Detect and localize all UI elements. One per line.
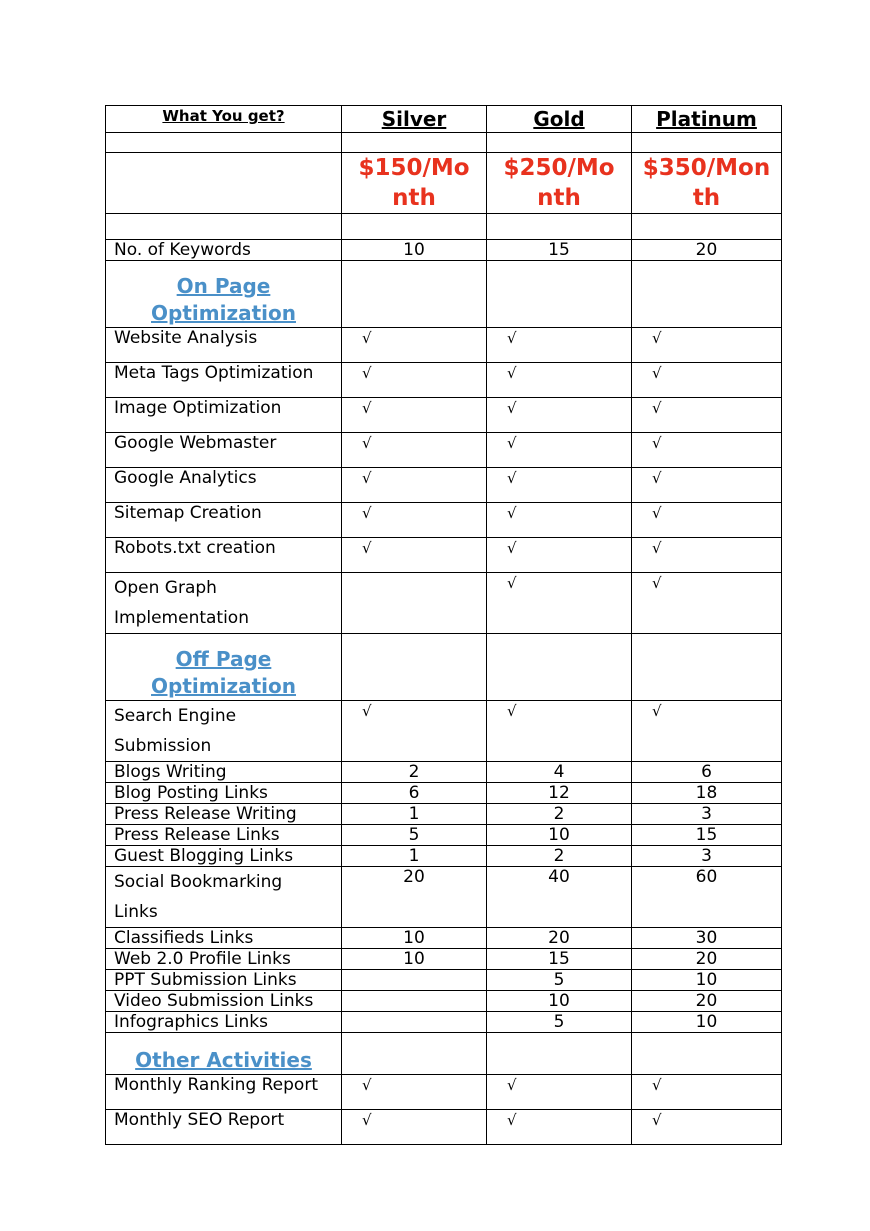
check-mark-icon: √ bbox=[507, 574, 517, 592]
value-cell-gold: 15 bbox=[487, 949, 632, 970]
check-cell-silver bbox=[342, 398, 487, 433]
check-cell-gold bbox=[487, 398, 632, 433]
row-label: Video Submission Links bbox=[106, 991, 342, 1012]
value-cell-gold: 40 bbox=[487, 867, 632, 928]
value-cell-silver: 10 bbox=[342, 949, 487, 970]
value-cell-platinum: 20 bbox=[632, 991, 782, 1012]
value-cell-silver bbox=[342, 991, 487, 1012]
table-row bbox=[106, 1110, 782, 1145]
row-label: Sitemap Creation bbox=[106, 503, 342, 538]
check-cell-platinum bbox=[632, 468, 782, 503]
check-mark-icon: √ bbox=[652, 1111, 662, 1129]
table-row bbox=[106, 928, 782, 949]
value-cell-gold: 2 bbox=[487, 804, 632, 825]
check-cell-gold bbox=[487, 1110, 632, 1145]
row-label: Web 2.0 Profile Links bbox=[106, 949, 342, 970]
table-row bbox=[106, 363, 782, 398]
row-label: Press Release Writing bbox=[106, 804, 342, 825]
check-cell-silver bbox=[342, 573, 487, 634]
table-title: What You get? bbox=[106, 106, 342, 133]
check-cell-gold bbox=[487, 363, 632, 398]
value-cell-silver bbox=[342, 970, 487, 991]
value-cell-silver: 1 bbox=[342, 804, 487, 825]
spacer-row bbox=[106, 133, 782, 153]
value-cell-silver: 6 bbox=[342, 783, 487, 804]
check-cell-silver bbox=[342, 503, 487, 538]
keywords-silver: 10 bbox=[342, 240, 487, 261]
check-cell-platinum bbox=[632, 1110, 782, 1145]
table-row bbox=[106, 970, 782, 991]
table-row bbox=[106, 573, 782, 634]
value-cell-platinum: 10 bbox=[632, 1012, 782, 1033]
check-cell-platinum bbox=[632, 701, 782, 762]
check-cell-gold bbox=[487, 328, 632, 363]
check-mark-icon: √ bbox=[507, 539, 517, 557]
table-row bbox=[106, 701, 782, 762]
check-cell-silver bbox=[342, 1110, 487, 1145]
row-label: Robots.txt creation bbox=[106, 538, 342, 573]
row-label: Classifieds Links bbox=[106, 928, 342, 949]
check-mark-icon: √ bbox=[507, 504, 517, 522]
check-cell-platinum bbox=[632, 538, 782, 573]
row-label: PPT Submission Links bbox=[106, 970, 342, 991]
row-label: Meta Tags Optimization bbox=[106, 363, 342, 398]
check-cell-platinum bbox=[632, 573, 782, 634]
table-row bbox=[106, 867, 782, 928]
check-mark-icon: √ bbox=[507, 399, 517, 417]
check-mark-icon: √ bbox=[507, 702, 517, 720]
check-mark-icon: √ bbox=[362, 399, 372, 417]
check-cell-platinum bbox=[632, 398, 782, 433]
row-label: Website Analysis bbox=[106, 328, 342, 363]
check-mark-icon: √ bbox=[652, 364, 662, 382]
plan-name-gold: Gold bbox=[487, 106, 632, 133]
check-mark-icon: √ bbox=[507, 1111, 517, 1129]
check-cell-gold bbox=[487, 1075, 632, 1110]
row-label: Blogs Writing bbox=[106, 762, 342, 783]
check-cell-platinum bbox=[632, 328, 782, 363]
row-label: Blog Posting Links bbox=[106, 783, 342, 804]
table-row bbox=[106, 1075, 782, 1110]
keywords-label: No. of Keywords bbox=[106, 240, 342, 261]
value-cell-silver: 5 bbox=[342, 825, 487, 846]
table-row bbox=[106, 1012, 782, 1033]
check-cell-silver bbox=[342, 468, 487, 503]
value-cell-gold: 12 bbox=[487, 783, 632, 804]
check-mark-icon: √ bbox=[652, 434, 662, 452]
row-label: Google Webmaster bbox=[106, 433, 342, 468]
value-cell-silver: 2 bbox=[342, 762, 487, 783]
table-row bbox=[106, 991, 782, 1012]
row-label: Infographics Links bbox=[106, 1012, 342, 1033]
check-mark-icon: √ bbox=[652, 574, 662, 592]
value-cell-platinum: 20 bbox=[632, 949, 782, 970]
table-row bbox=[106, 328, 782, 363]
plan-name-silver: Silver bbox=[342, 106, 487, 133]
check-mark-icon: √ bbox=[507, 329, 517, 347]
check-cell-platinum bbox=[632, 363, 782, 398]
value-cell-silver bbox=[342, 1012, 487, 1033]
value-cell-gold: 20 bbox=[487, 928, 632, 949]
section-heading-on-page: On Page Optimization bbox=[106, 261, 342, 328]
table-row bbox=[106, 949, 782, 970]
section-heading: Off Page Optimization bbox=[106, 634, 342, 701]
value-cell-platinum: 15 bbox=[632, 825, 782, 846]
check-cell-silver bbox=[342, 1075, 487, 1110]
value-cell-gold: 5 bbox=[487, 1012, 632, 1033]
keywords-gold: 15 bbox=[487, 240, 632, 261]
check-cell-silver bbox=[342, 701, 487, 762]
check-cell-silver bbox=[342, 433, 487, 468]
pricing-table bbox=[105, 105, 782, 1145]
row-label: Press Release Links bbox=[106, 825, 342, 846]
plan-header-row bbox=[106, 106, 782, 133]
check-cell-gold bbox=[487, 573, 632, 634]
price-platinum: $350/Mon th bbox=[632, 153, 782, 214]
check-mark-icon: √ bbox=[652, 1076, 662, 1094]
row-label: Google Analytics bbox=[106, 468, 342, 503]
table-row bbox=[106, 846, 782, 867]
table-row bbox=[106, 398, 782, 433]
value-cell-platinum: 3 bbox=[632, 846, 782, 867]
row-label: Monthly SEO Report bbox=[106, 1110, 342, 1145]
value-cell-gold: 10 bbox=[487, 991, 632, 1012]
row-label: Monthly Ranking Report bbox=[106, 1075, 342, 1110]
value-cell-silver: 20 bbox=[342, 867, 487, 928]
section-row bbox=[106, 634, 782, 701]
value-cell-silver: 1 bbox=[342, 846, 487, 867]
check-mark-icon: √ bbox=[652, 504, 662, 522]
price-gold: $250/Mo nth bbox=[487, 153, 632, 214]
check-mark-icon: √ bbox=[652, 329, 662, 347]
value-cell-platinum: 3 bbox=[632, 804, 782, 825]
check-cell-gold bbox=[487, 701, 632, 762]
check-mark-icon: √ bbox=[362, 539, 372, 557]
row-label: Open Graph Implementation bbox=[106, 573, 342, 634]
check-cell-silver bbox=[342, 538, 487, 573]
check-cell-gold bbox=[487, 503, 632, 538]
row-label: Guest Blogging Links bbox=[106, 846, 342, 867]
check-mark-icon: √ bbox=[507, 1076, 517, 1094]
row-label: Image Optimization bbox=[106, 398, 342, 433]
check-cell-platinum bbox=[632, 503, 782, 538]
table-row bbox=[106, 783, 782, 804]
table-row bbox=[106, 468, 782, 503]
check-cell-gold bbox=[487, 433, 632, 468]
section-row-on-page bbox=[106, 261, 782, 328]
value-cell-platinum: 60 bbox=[632, 867, 782, 928]
value-cell-gold: 2 bbox=[487, 846, 632, 867]
check-mark-icon: √ bbox=[362, 702, 372, 720]
spacer-row bbox=[106, 214, 782, 240]
value-cell-platinum: 10 bbox=[632, 970, 782, 991]
table-row bbox=[106, 538, 782, 573]
plan-name-platinum: Platinum bbox=[632, 106, 782, 133]
table-row bbox=[106, 804, 782, 825]
check-cell-silver bbox=[342, 328, 487, 363]
check-mark-icon: √ bbox=[362, 469, 372, 487]
table-row bbox=[106, 762, 782, 783]
section-row bbox=[106, 1033, 782, 1075]
check-mark-icon: √ bbox=[362, 1111, 372, 1129]
table-row bbox=[106, 433, 782, 468]
check-mark-icon: √ bbox=[652, 539, 662, 557]
value-cell-platinum: 30 bbox=[632, 928, 782, 949]
value-cell-platinum: 18 bbox=[632, 783, 782, 804]
keywords-platinum: 20 bbox=[632, 240, 782, 261]
price-row bbox=[106, 153, 782, 214]
check-mark-icon: √ bbox=[652, 702, 662, 720]
table-row bbox=[106, 503, 782, 538]
check-mark-icon: √ bbox=[507, 469, 517, 487]
check-mark-icon: √ bbox=[362, 504, 372, 522]
check-cell-platinum bbox=[632, 1075, 782, 1110]
check-mark-icon: √ bbox=[507, 434, 517, 452]
check-cell-gold bbox=[487, 468, 632, 503]
section-heading: Other Activities bbox=[106, 1033, 342, 1075]
value-cell-silver: 10 bbox=[342, 928, 487, 949]
row-label: Social Bookmarking Links bbox=[106, 867, 342, 928]
value-cell-gold: 10 bbox=[487, 825, 632, 846]
table-row bbox=[106, 825, 782, 846]
check-mark-icon: √ bbox=[362, 1076, 372, 1094]
keywords-row bbox=[106, 240, 782, 261]
row-label: Search Engine Submission bbox=[106, 701, 342, 762]
check-cell-gold bbox=[487, 538, 632, 573]
check-mark-icon: √ bbox=[362, 364, 372, 382]
check-cell-silver bbox=[342, 363, 487, 398]
value-cell-platinum: 6 bbox=[632, 762, 782, 783]
check-mark-icon: √ bbox=[362, 434, 372, 452]
value-cell-gold: 5 bbox=[487, 970, 632, 991]
check-mark-icon: √ bbox=[652, 469, 662, 487]
check-mark-icon: √ bbox=[507, 364, 517, 382]
price-silver: $150/Mo nth bbox=[342, 153, 487, 214]
check-mark-icon: √ bbox=[362, 329, 372, 347]
value-cell-gold: 4 bbox=[487, 762, 632, 783]
check-cell-platinum bbox=[632, 433, 782, 468]
check-mark-icon: √ bbox=[652, 399, 662, 417]
